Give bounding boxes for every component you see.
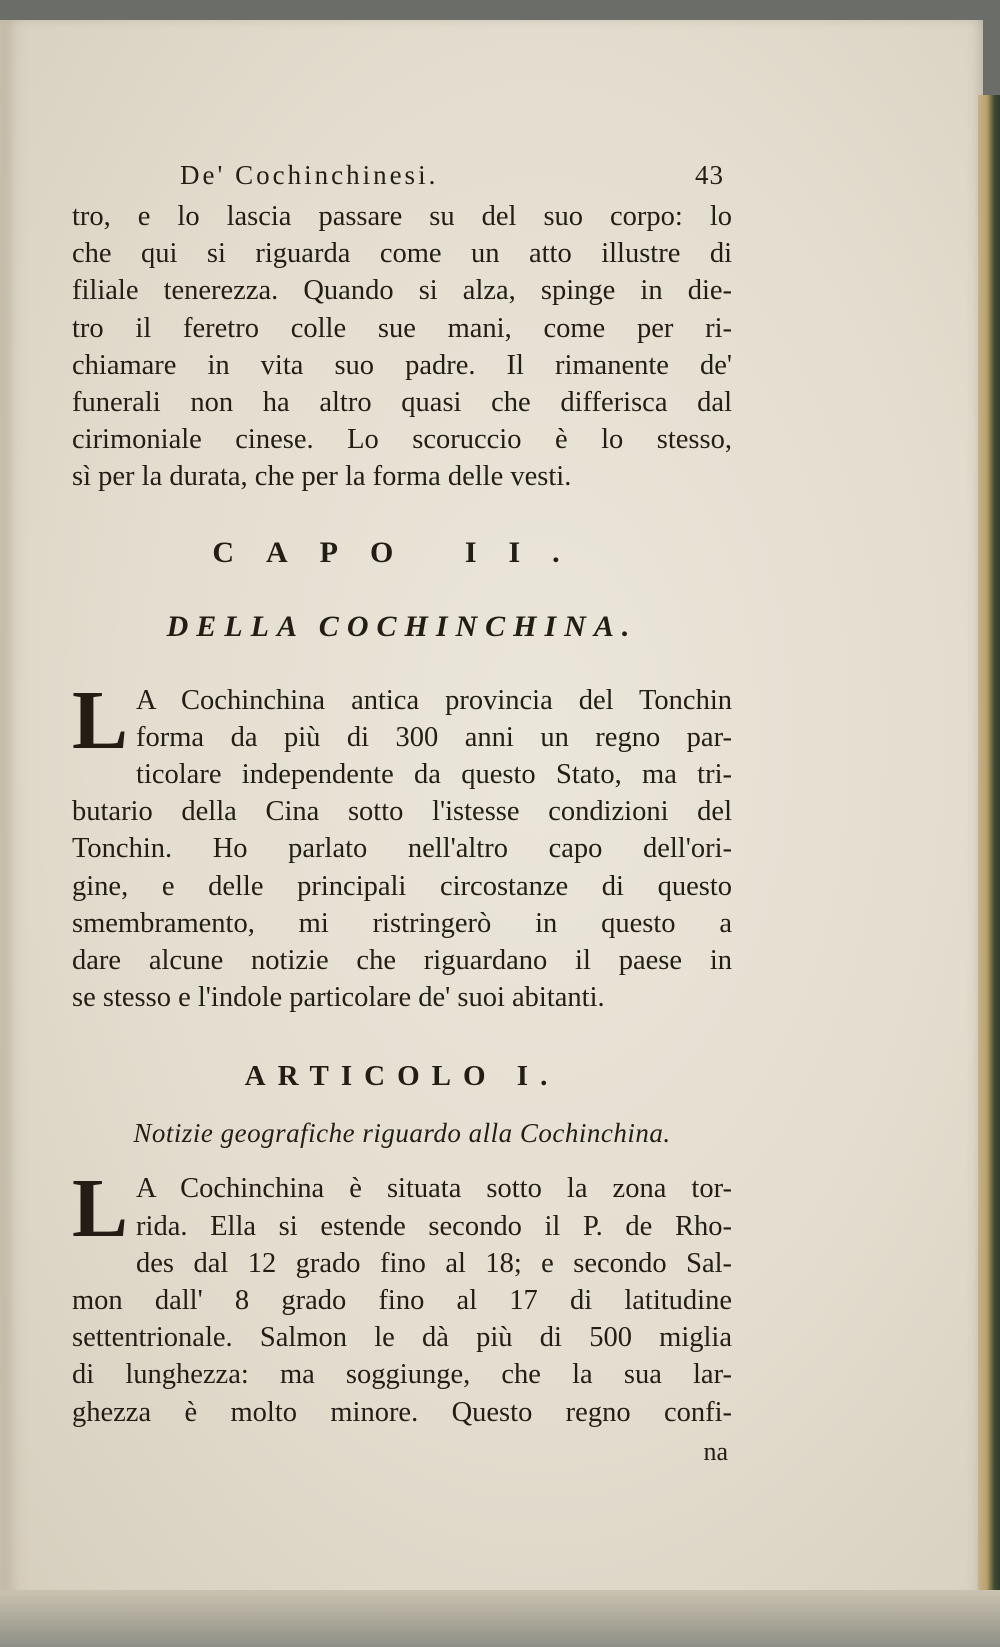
text-line: sì per la durata, che per la forma delle vesti. (72, 461, 572, 493)
text-line: forma da più di 300 anni un regno par- (136, 721, 732, 753)
paragraph (72, 1162, 732, 1430)
text-line: che qui si riguarda come un atto illustre di (72, 238, 732, 270)
text-line: des dal 12 grado fino al 18; e secondo Sal- (136, 1247, 732, 1279)
book-page (0, 20, 983, 1605)
article-title: Notizie geografiche riguardo alla Cochinchina. (133, 1118, 671, 1149)
catchword: na (703, 1436, 728, 1466)
opening-paragraph (72, 198, 732, 496)
drop-cap: L (72, 673, 129, 767)
text-line: smembramento, mi ristringerò in questo a (72, 907, 732, 939)
text-line: se stesso e l'indole particolare de' suoi abitanti. (72, 982, 605, 1014)
text-line: cirimoniale cinese. Lo scoruccio è lo stesso, (72, 424, 732, 456)
running-head-title: De' Cochinchinesi. (180, 160, 439, 190)
page-number: 43 (695, 160, 724, 190)
text-line: butario della Cina sotto l'istesse condizioni del (72, 796, 732, 828)
text-line: A Cochinchina antica provincia del Tonchin (136, 684, 732, 716)
running-head (180, 160, 732, 198)
text-line: ghezza è molto minore. Questo regno confi- (72, 1396, 732, 1428)
text-line: tro il feretro colle sue mani, come per ri- (72, 312, 732, 344)
text-line: chiamare in vita suo padre. Il rimanente de' (72, 349, 732, 381)
text-line: settentrionale. Salmon le dà più di 500 miglia (72, 1322, 732, 1354)
text-line: mon dall' 8 grado fino al 17 di latitudine (72, 1285, 732, 1317)
text-line: filiale tenerezza. Quando si alza, spinge in die- (72, 275, 732, 307)
text-line: tro, e lo lascia passare su del suo corpo: lo (72, 201, 732, 232)
text-line: A Cochinchina è situata sotto la zona tor- (136, 1173, 732, 1205)
text-line: ticolare independente da questo Stato, ma tri- (136, 759, 732, 791)
text-line: dare alcune notizie che riguardano il paese in (72, 945, 732, 977)
text-line: di lunghezza: ma soggiunge, che la sua lar- (72, 1359, 732, 1391)
text-line: funerali non ha altro quasi che differisca dal (72, 387, 732, 419)
paragraph (72, 673, 732, 1017)
article-heading: ARTICOLO I. (244, 1060, 560, 1093)
text-line: gine, e delle principali circostanze di questo (72, 870, 732, 902)
text-line: rida. Ella si estende secondo il P. de Rho- (136, 1210, 732, 1242)
chapter-heading: CAPO II. (212, 535, 592, 569)
page-text (72, 160, 732, 1467)
book-binding (978, 95, 1000, 1615)
chapter-title: DELLA COCHINCHINA. (166, 609, 638, 643)
book-bottom-edge (0, 1590, 1000, 1647)
drop-cap: L (72, 1162, 129, 1256)
text-line: Tonchin. Ho parlato nell'altro capo dell'ori- (72, 833, 732, 865)
